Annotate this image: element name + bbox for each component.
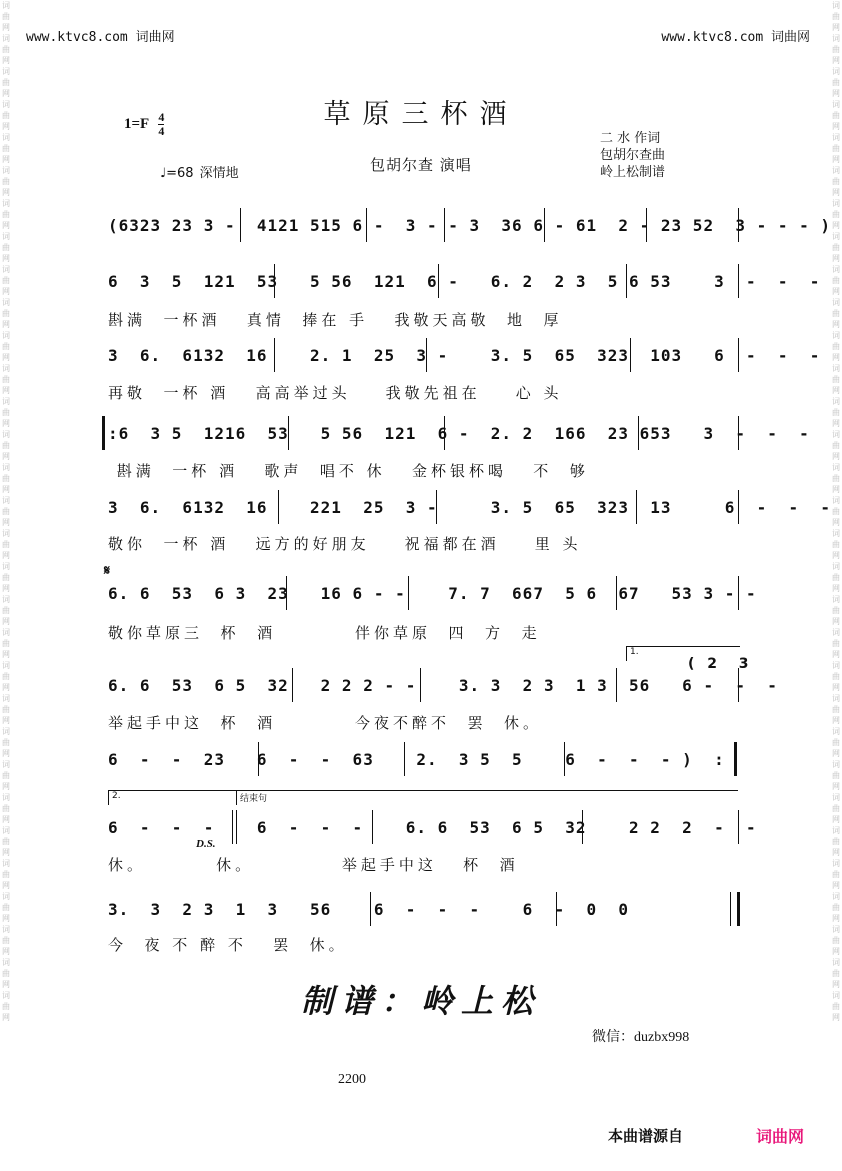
staff-row-7 bbox=[108, 742, 744, 776]
lyric-row-2: 再敬 一杯 酒 高高举过头 我敬先祖在 心 头 bbox=[108, 384, 563, 402]
page-number: 2200 bbox=[338, 1072, 366, 1087]
barline bbox=[404, 742, 405, 776]
tempo-value: ♩=68 bbox=[160, 166, 194, 181]
barline bbox=[370, 892, 371, 926]
notes-row: 6. 6 53 6 3 23 16 6 - - 7. 7 667 5 6 67 53 3 - - bbox=[108, 584, 757, 603]
staff-row-4 bbox=[108, 490, 832, 524]
barline bbox=[232, 810, 233, 844]
barline bbox=[240, 208, 241, 242]
barline bbox=[436, 490, 437, 524]
barline bbox=[582, 810, 583, 844]
notes-row: 3. 3 2 3 1 3 56 6 - - - 6 - 0 0 bbox=[108, 900, 630, 919]
barline bbox=[438, 264, 439, 298]
notes-row: 6. 6 53 6 5 32 2 2 2 - - 3. 3 2 3 1 3 56 6 - - - bbox=[108, 676, 778, 695]
lyric-row-6: 举起手中这 杯 酒 今夜不醉不 罢 休。 bbox=[108, 714, 543, 732]
barline bbox=[426, 338, 427, 372]
repeat-end-barline bbox=[734, 742, 737, 776]
repeat-start-barline bbox=[102, 416, 105, 450]
barline bbox=[638, 416, 639, 450]
final-barline bbox=[730, 892, 740, 926]
staff-row-1 bbox=[108, 264, 821, 298]
barline bbox=[636, 490, 637, 524]
barline bbox=[366, 208, 367, 242]
staff-row-intro bbox=[108, 208, 832, 242]
barline bbox=[372, 810, 373, 844]
lyric-row-3: 斟满 一杯 酒 歌声 唱不 休 金杯银杯喝 不 够 bbox=[108, 462, 589, 480]
barline bbox=[274, 264, 275, 298]
singer-credit: 包胡尔查 演唱 bbox=[370, 156, 472, 174]
barline bbox=[738, 208, 739, 242]
key-text: 1=F bbox=[124, 115, 149, 132]
lyric-row-5: 敬你草原三 杯 酒 伴你草原 四 方 走 bbox=[108, 624, 541, 642]
pickup-note: ( 2 3 bbox=[688, 656, 753, 672]
lyric-row-8: 休。 休。 举起手中这 杯 酒 bbox=[108, 856, 519, 874]
time-signature bbox=[158, 111, 164, 138]
barline bbox=[616, 668, 617, 702]
mood-text: 深情地 bbox=[199, 166, 239, 181]
barline bbox=[556, 892, 557, 926]
notes-row: 6 - - - 6 - - - 6. 6 53 6 5 32 2 2 2 - - bbox=[108, 818, 757, 837]
notes-row: :6 3 5 1216 53 5 56 121 6 - 2. 2 166 23 653 3 - - - bbox=[108, 424, 810, 443]
barline bbox=[738, 416, 739, 450]
barline bbox=[408, 576, 409, 610]
composer-credit: 包胡尔查曲 bbox=[600, 148, 666, 163]
wechat-id: 微信：duzbx998 bbox=[592, 1030, 690, 1045]
volta-second-ending: 2. bbox=[108, 790, 236, 805]
barline bbox=[286, 576, 287, 610]
notes-row: 3 6. 6132 16 221 25 3 - 3. 5 65 323 13 6 - - - bbox=[108, 498, 832, 517]
segno-sign: 𝄋 bbox=[104, 563, 111, 579]
tempo-marking bbox=[160, 162, 239, 181]
ending-section-label: 结束句 bbox=[236, 790, 738, 805]
barline bbox=[444, 208, 445, 242]
volta-first-ending: 1. bbox=[626, 646, 740, 661]
barline bbox=[292, 668, 293, 702]
notes-row: (6323 23 3 - 4121 515 6 - 3 - - 3 36 6 - 61 2 - 23 52 3 - - - ) bbox=[108, 216, 832, 235]
site-url-right[interactable]: www.ktvc8.com 词曲网 bbox=[661, 30, 810, 45]
notes-row: 6 3 5 121 53 5 56 121 6 - 6. 2 2 3 5 6 53 3 - - - bbox=[108, 272, 821, 291]
song-title: 草原三杯酒 bbox=[323, 99, 519, 130]
source-label: 本曲谱源自 bbox=[608, 1127, 684, 1145]
barline bbox=[544, 208, 545, 242]
notes-row: 3 6. 6132 16 2. 1 25 3 - 3. 5 65 323 103 6 - - - bbox=[108, 346, 821, 365]
barline bbox=[646, 208, 647, 242]
site-url-left[interactable]: www.ktvc8.com 词曲网 bbox=[26, 30, 175, 45]
side-watermark-right: 词曲网词曲网词曲网词曲网词曲网词曲网词曲网词曲网词曲网词曲网词曲网词曲网词曲网词曲网词曲网词曲网词曲网词曲网词曲网词曲网词曲网词曲网词曲网词曲网词曲网词曲网词曲网词曲网词曲网词曲网词曲网 bbox=[832, 1, 840, 1022]
staff-row-3 bbox=[108, 416, 810, 450]
barline bbox=[616, 576, 617, 610]
key-signature bbox=[124, 111, 164, 138]
lyric-row-4: 敬你 一杯 酒 远方的好朋友 祝福都在酒 里 头 bbox=[108, 535, 582, 553]
side-watermark-left: 词曲网词曲网词曲网词曲网词曲网词曲网词曲网词曲网词曲网词曲网词曲网词曲网词曲网词曲网词曲网词曲网词曲网词曲网词曲网词曲网词曲网词曲网词曲网词曲网词曲网词曲网词曲网词曲网词曲网词曲网词曲网 bbox=[2, 1, 10, 1022]
lyricist-credit: 二 水 作词 bbox=[600, 131, 661, 146]
staff-row-2 bbox=[108, 338, 821, 372]
time-top: 4 bbox=[158, 110, 165, 124]
barline bbox=[630, 338, 631, 372]
time-bottom: 4 bbox=[158, 124, 165, 138]
barline bbox=[288, 416, 289, 450]
barline bbox=[738, 668, 739, 702]
staff-row-5 bbox=[108, 576, 757, 610]
barline bbox=[236, 810, 237, 844]
barline bbox=[258, 742, 259, 776]
barline bbox=[738, 576, 739, 610]
barline bbox=[738, 810, 739, 844]
dal-segno-marking: D.S. bbox=[196, 838, 216, 850]
credits-block bbox=[600, 130, 665, 181]
transcriber-signature: 制谱：岭上松 bbox=[300, 982, 541, 1020]
staff-row-9 bbox=[108, 892, 744, 926]
barline bbox=[274, 338, 275, 372]
barline bbox=[444, 416, 445, 450]
barline bbox=[420, 668, 421, 702]
lyric-row-1: 斟满 一杯酒 真情 捧在 手 我敬天高敬 地 厚 bbox=[108, 311, 563, 329]
barline bbox=[626, 264, 627, 298]
notes-row: 6 - - 23 6 - - 63 2. 3 5 5 6 - - - ) : bbox=[108, 750, 725, 769]
lyric-row-9: 今 夜 不 醉 不 罢 休。 bbox=[108, 936, 348, 954]
source-brand-link[interactable]: 词曲网 bbox=[756, 1127, 805, 1146]
transcriber-credit: 岭上松制谱 bbox=[600, 165, 666, 180]
staff-row-6 bbox=[108, 668, 778, 702]
barline bbox=[738, 490, 739, 524]
barline bbox=[738, 338, 739, 372]
barline bbox=[738, 264, 739, 298]
barline bbox=[278, 490, 279, 524]
barline bbox=[564, 742, 565, 776]
